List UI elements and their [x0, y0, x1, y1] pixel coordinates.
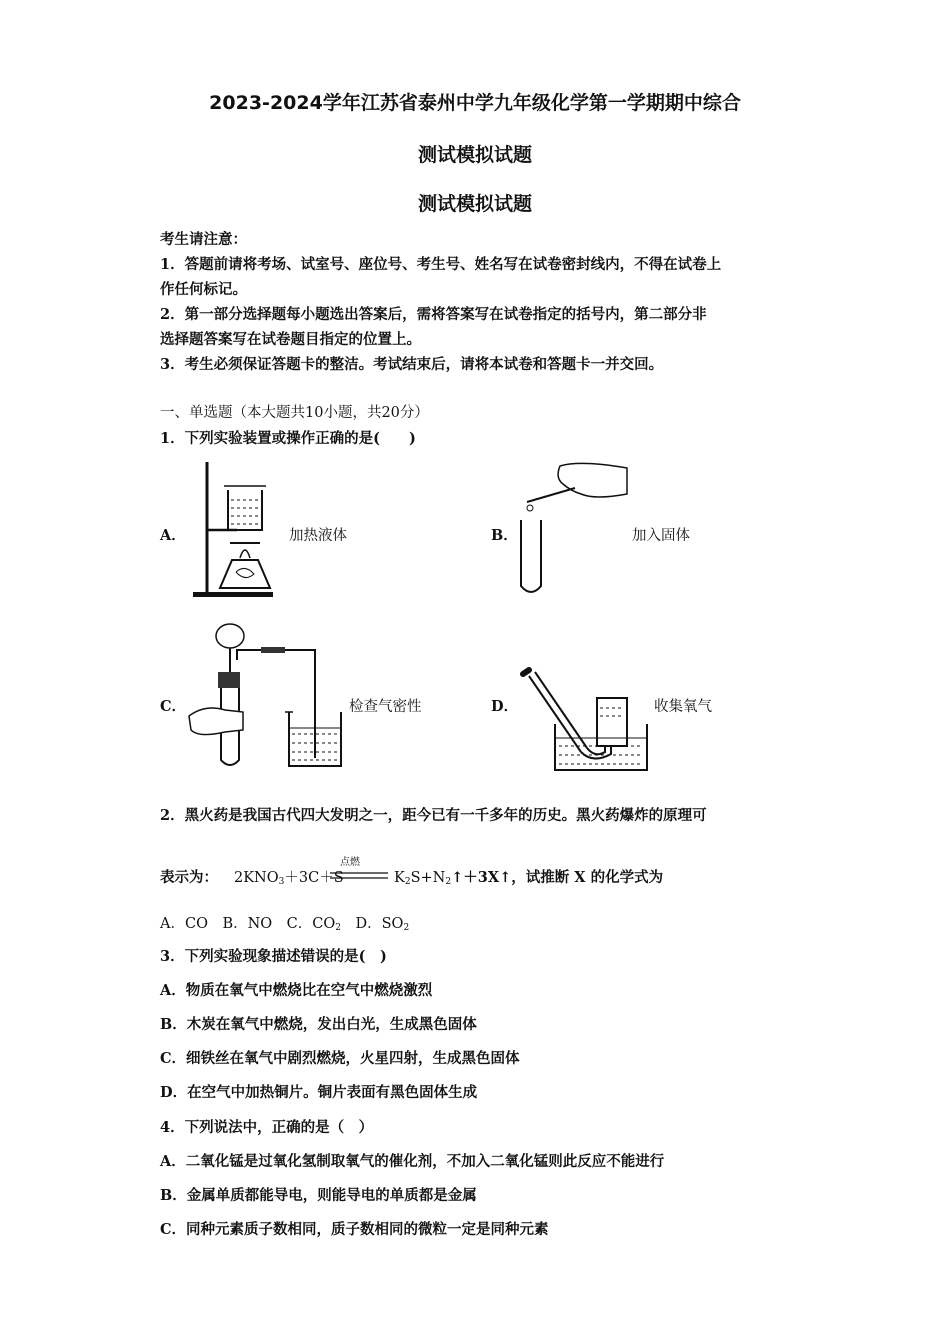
- notice-item: 2．第一部分选择题每小题选出答案后，需将答案写在试卷指定的括号内，第二部分非: [160, 306, 707, 323]
- adding-solid-figure: [515, 458, 635, 603]
- question-3-option: B．木炭在氧气中燃烧，发出白光，生成黑色固体: [160, 1016, 477, 1033]
- question-2-stem: 2．黑火药是我国古代四大发明之一，距今已有一千多年的历史。黑火药爆炸的原理可: [160, 807, 707, 824]
- option-a-label: A．: [160, 527, 186, 544]
- question-4-option: C．同种元素质子数相同，质子数相同的微粒一定是同种元素: [160, 1221, 549, 1238]
- collecting-oxygen-figure: [515, 664, 650, 776]
- question-3-option: C．细铁丝在氧气中剧烈燃烧，火星四射，生成黑色固体: [160, 1050, 520, 1067]
- q2-options-sub: 2: [335, 923, 341, 933]
- eq-rhs-b: S+N: [410, 870, 446, 886]
- question-4-option: A．二氧化锰是过氧化氢制取氧气的催化剂，不加入二氧化锰则此反应不能进行: [160, 1153, 665, 1170]
- eq-sub: 2: [445, 877, 452, 887]
- eq-lhs-b: ＋3C＋S: [284, 870, 344, 886]
- page-title-line1: 2023-2024学年江苏省泰州中学九年级化学第一学期期中综合: [209, 92, 741, 114]
- option-d-caption: 收集氧气: [654, 699, 712, 715]
- notice-item: 选择题答案写在试卷题目指定的位置上。: [160, 331, 421, 348]
- notice-item: 3．考生必须保证答题卡的整洁。考试结束后，请将本试卷和答题卡一并交回。: [160, 356, 664, 373]
- heating-liquid-figure: [190, 460, 280, 600]
- equation-equals-sign: [330, 872, 390, 880]
- eq-rhs-a: K: [394, 870, 405, 886]
- notice-heading: 考生请注意：: [160, 231, 247, 248]
- q2-options-a: A．CO B．NO C．CO: [160, 916, 336, 932]
- eq-sub: 2: [404, 877, 411, 887]
- notice-item: 作任何标记。: [160, 281, 247, 298]
- question-4-stem: 4．下列说法中，正确的是（ ）: [160, 1119, 374, 1136]
- q2-options-sub2: 2: [403, 923, 410, 933]
- question-3-stem: 3．下列实验现象描述错误的是( ): [160, 948, 387, 965]
- equation-prefix: 表示为：: [160, 869, 218, 886]
- equation-condition: 点燃: [340, 857, 360, 868]
- equation-lhs: [234, 866, 344, 887]
- eq-lhs-a: 2KNO: [234, 870, 279, 886]
- section-heading: 一、单选题（本大题共10小题，共20分）: [160, 405, 429, 421]
- option-c-label: C．: [160, 698, 187, 715]
- option-c-caption: 检查气密性: [349, 699, 422, 715]
- equation-rhs: [394, 866, 663, 887]
- notice-item: 1．答题前请将考场、试室号、座位号、考生号、姓名写在试卷密封线内，不得在试卷上: [160, 256, 722, 273]
- page-title-line2: 测试模拟试题: [417, 144, 532, 166]
- option-d-label: D．: [491, 698, 519, 715]
- eq-rhs-c: ↑＋3X↑，试推断 X 的化学式为: [451, 869, 664, 886]
- airtightness-check-figure: [185, 612, 345, 774]
- eq-sub: 3: [278, 877, 285, 887]
- question-1-stem: 1．下列实验装置或操作正确的是( ): [160, 430, 416, 447]
- question-3-option: D．在空气中加热铜片。铜片表面有黑色固体生成: [160, 1084, 478, 1101]
- question-2-options: [160, 912, 409, 933]
- page-title-line3: 测试模拟试题: [417, 193, 532, 215]
- question-3-option: A．物质在氧气中燃烧比在空气中燃烧激烈: [160, 982, 433, 999]
- option-b-caption: 加入固体: [632, 528, 690, 544]
- option-b-label: B．: [491, 527, 518, 544]
- question-4-option: B．金属单质都能导电，则能导电的单质都是金属: [160, 1187, 477, 1204]
- option-a-caption: 加热液体: [289, 528, 347, 544]
- q2-options-b: D．SO: [341, 916, 404, 932]
